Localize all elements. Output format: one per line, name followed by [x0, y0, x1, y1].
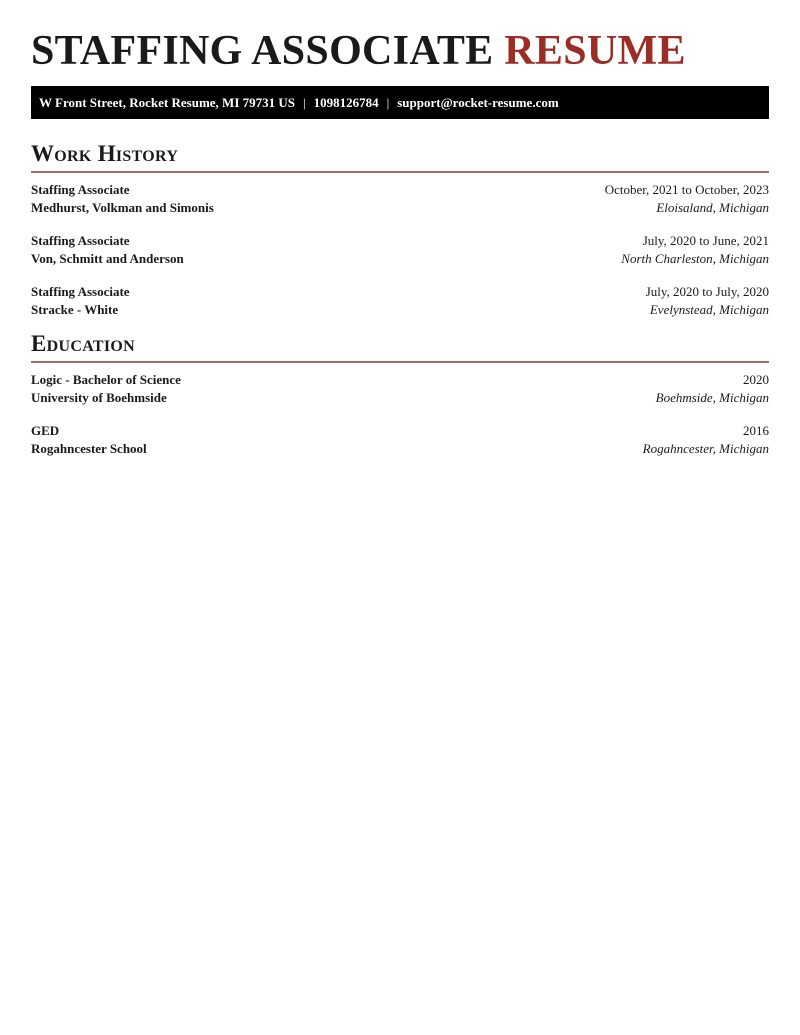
education-section: [31, 331, 769, 458]
job-title: Staffing Associate: [31, 233, 130, 248]
job-title: Staffing Associate: [31, 182, 130, 197]
job-location: Eloisaland, Michigan: [656, 200, 769, 215]
contact-address: W Front Street, Rocket Resume, MI 79731 US: [39, 94, 295, 110]
job-location: North Charleston, Michigan: [621, 251, 769, 266]
graduation-year: 2016: [743, 423, 769, 438]
school-name: University of Boehmside: [31, 390, 167, 405]
work-history-heading: Work History: [31, 141, 769, 173]
work-history-section: [31, 141, 769, 319]
school-location: Rogahncester, Michigan: [642, 441, 769, 456]
company-name: Medhurst, Volkman and Simonis: [31, 200, 214, 215]
company-name: Von, Schmitt and Anderson: [31, 251, 184, 266]
job-dates: July, 2020 to June, 2021: [642, 233, 769, 248]
contact-separator: |: [303, 94, 306, 110]
education-entry: [31, 371, 769, 407]
degree-name: Logic - Bachelor of Science: [31, 372, 181, 387]
education-heading: Education: [31, 331, 769, 363]
job-dates: October, 2021 to October, 2023: [604, 182, 769, 197]
school-location: Boehmside, Michigan: [655, 390, 769, 405]
job-title: Staffing Associate: [31, 284, 130, 299]
contact-email: support@rocket-resume.com: [397, 94, 559, 110]
work-entry: [31, 232, 769, 268]
resume-title: [31, 28, 769, 74]
work-entry: [31, 283, 769, 319]
job-dates: July, 2020 to July, 2020: [645, 284, 769, 299]
contact-bar: [31, 86, 769, 119]
contact-phone: 1098126784: [313, 94, 379, 110]
education-entry: [31, 422, 769, 458]
company-name: Stracke - White: [31, 302, 119, 317]
degree-name: GED: [31, 423, 60, 438]
title-main: STAFFING ASSOCIATE: [31, 28, 494, 74]
work-entry: [31, 181, 769, 217]
job-location: Evelynstead, Michigan: [649, 302, 769, 317]
title-accent: RESUME: [504, 28, 686, 74]
graduation-year: 2020: [743, 372, 769, 387]
contact-separator: |: [386, 94, 390, 110]
school-name: Rogahncester School: [31, 441, 147, 456]
